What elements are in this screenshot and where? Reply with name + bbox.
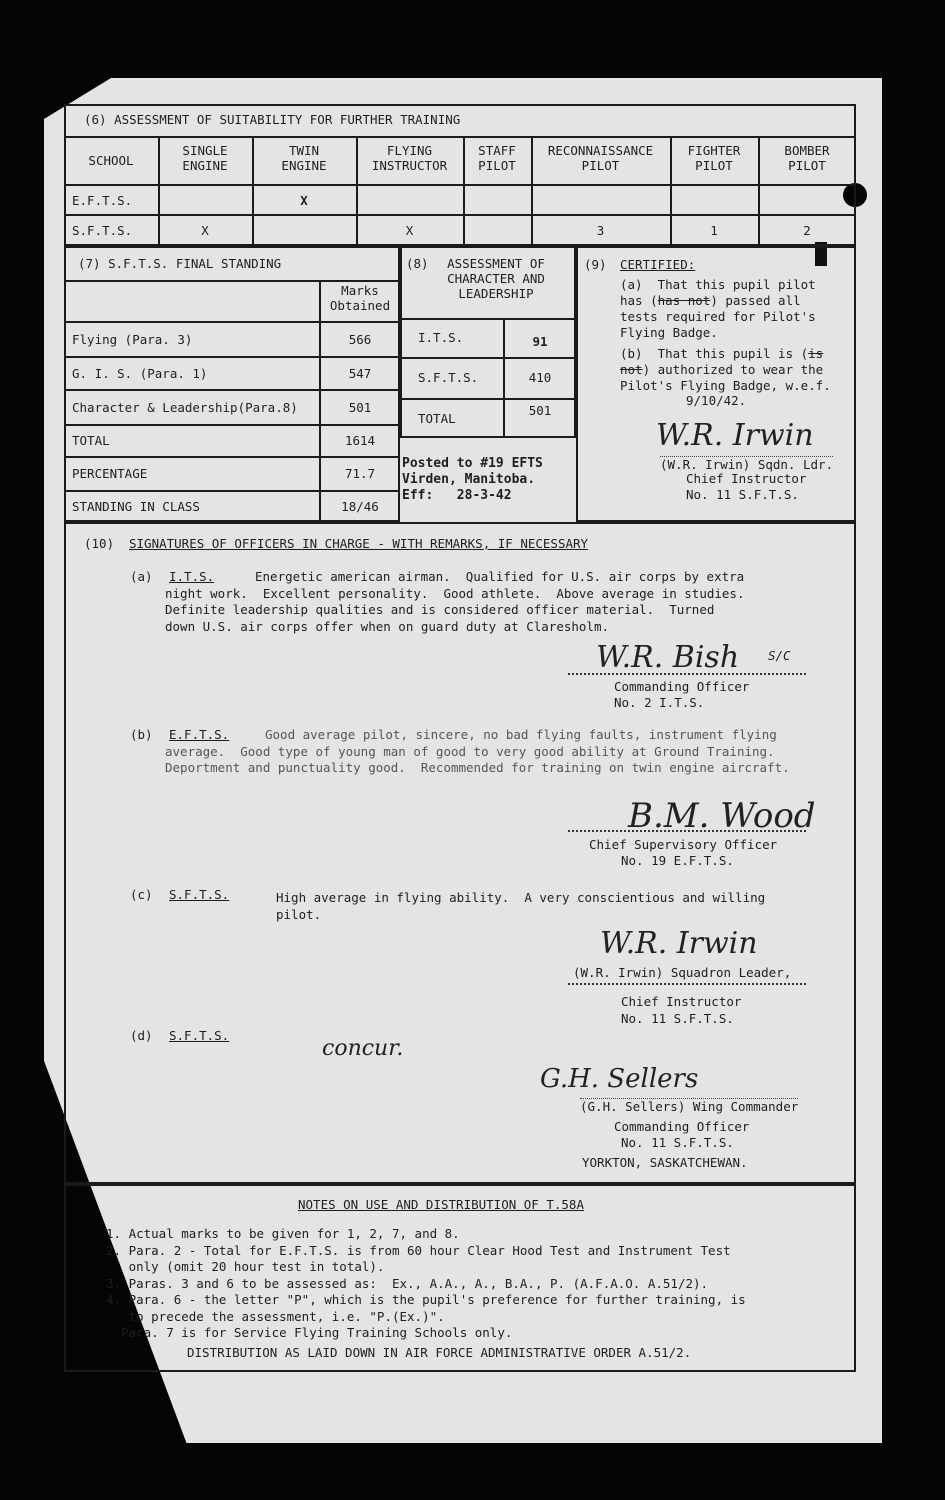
s7-label-4: PERCENTAGE xyxy=(72,466,148,481)
cert-b-strike2: not xyxy=(620,362,643,377)
cert-b-strike1: is xyxy=(808,346,824,361)
s7-divider xyxy=(64,490,400,492)
remark-d-text: concur. xyxy=(322,1036,404,1061)
s7-divider xyxy=(64,456,400,458)
s7-value-5: 18/46 xyxy=(341,499,379,514)
s6-cell-0-0: E.F.T.S. xyxy=(72,193,133,208)
s8-label-2: TOTAL xyxy=(418,411,456,426)
s6-header-5: RECONNAISSANCE PILOT xyxy=(547,143,654,173)
note-item: 4. Para. 6 - the letter "P", which is the pupil's preference for further training, is to precede the assessment, i.e. "P.(Ex.)". xyxy=(106,1292,746,1324)
s6-header-2: TWIN ENGINE xyxy=(281,143,327,173)
remark-d-school: S.F.T.S. xyxy=(169,1028,230,1043)
section-10-num: (10) xyxy=(84,536,115,551)
s6-header-1: SINGLE ENGINE xyxy=(182,143,228,173)
s7-label-3: TOTAL xyxy=(72,433,110,448)
s8-value-2: 501 xyxy=(528,403,552,418)
s6-header-3: FLYING INSTRUCTOR xyxy=(371,143,448,173)
note-item: 3. Paras. 3 and 6 to be assessed as: Ex., A.A., A., B.A., P. (A.F.A.O. A.51/2). xyxy=(106,1275,709,1291)
remark-a-text: Energetic american airman. Qualified for U.S. air corps by extra night work. Excellent personality. Good athlete. Above average in studies. Definite leadership qualities and is considered officer material. Turned down U.S. air corps offer when on guard duty at Claresholm. xyxy=(165,569,745,634)
remark-b-signature: B.M. Wood xyxy=(628,796,816,836)
remark-b-text: Good average pilot, sincere, no bad flying faults, instrument flying average. Good type of young man of good to very good ability at Ground Training. Deportment and punctuality good. Recommended for training on twin engine aircraft. xyxy=(165,727,790,775)
s6-cell-1-7: 2 xyxy=(803,223,811,238)
remark-d-place: YORKTON, SASKATCHEWAN. xyxy=(582,1155,748,1170)
cert-b-post: ) authorized to wear the Pilot's Flying Badge, w.e.f. xyxy=(620,362,831,393)
s8-value-0: 91 xyxy=(532,334,548,349)
s7-divider xyxy=(64,356,400,358)
remark-a-sig-suffix: S/C xyxy=(768,648,791,663)
section-6-title: (6) ASSESSMENT OF SUITABILITY FOR FURTHER TRAINING xyxy=(84,112,461,127)
s6-cell-1-1: X xyxy=(201,223,209,238)
s7-value-2: 501 xyxy=(348,400,372,415)
section-8-title: ASSESSMENT OF CHARACTER AND LEADERSHIP xyxy=(447,256,545,301)
remark-c-role: Chief Instructor xyxy=(621,994,742,1009)
s7-value-3: 1614 xyxy=(344,433,376,448)
remark-a-signature: W.R. Bish xyxy=(596,640,740,675)
section-9-num: (9) xyxy=(584,257,607,272)
s6-header-0: SCHOOL xyxy=(88,153,134,168)
s7-divider xyxy=(64,389,400,391)
remark-c-tag: (c) xyxy=(130,887,153,902)
cert-a xyxy=(620,277,816,341)
remark-a-role: Commanding Officer xyxy=(614,679,750,694)
s7-divider xyxy=(64,424,400,426)
remark-d-role: Commanding Officer xyxy=(614,1119,750,1134)
remark-a-tag: (a) xyxy=(130,569,153,584)
s7-divider xyxy=(64,321,400,323)
s7-value-4: 71.7 xyxy=(344,466,376,481)
cert-role: Chief Instructor xyxy=(686,471,807,486)
s6-cell-1-5: 3 xyxy=(596,223,605,238)
s7-value-1: 547 xyxy=(348,366,372,381)
note-item: . Para. 7 is for Service Flying Training Schools only. xyxy=(106,1325,513,1340)
remark-c-school: S.F.T.S. xyxy=(169,887,230,902)
cert-b-pre: (b) That this pupil is ( xyxy=(620,346,809,361)
remark-d-tag: (d) xyxy=(130,1028,153,1043)
remark-b-tag: (b) xyxy=(130,727,153,742)
s8-label-0: I.T.S. xyxy=(418,330,464,345)
remark-c-name: (W.R. Irwin) Squadron Leader, xyxy=(573,965,792,980)
s6-cell-0-2: X xyxy=(300,193,308,208)
s6-header-7: BOMBER PILOT xyxy=(784,143,830,173)
remark-c-text: High average in flying ability. A very conscientious and willing pilot. xyxy=(276,890,766,922)
s7-label-0: Flying (Para. 3) xyxy=(72,332,193,347)
cert-a-pre: (a) That this pupil pilot has ( xyxy=(620,277,816,308)
s6-cell-1-0: S.F.T.S. xyxy=(72,223,133,238)
marks-header: Marks Obtained xyxy=(329,283,391,313)
remark-d-unit: No. 11 S.F.T.S. xyxy=(621,1135,734,1150)
remark-b-unit: No. 19 E.F.T.S. xyxy=(621,853,734,868)
remark-a-unit: No. 2 I.T.S. xyxy=(614,695,705,710)
posted-stamp: Posted to #19 EFTS Virden, Manitoba. Eff: 28-3-42 xyxy=(402,456,543,503)
s6-cell-1-3: X xyxy=(405,223,414,238)
cert-unit: No. 11 S.F.T.S. xyxy=(686,487,799,502)
s7-label-5: STANDING IN CLASS xyxy=(72,499,200,514)
s8-value-1: 410 xyxy=(528,370,552,385)
cert-a-strike: has not xyxy=(657,293,711,308)
notes-distribution: DISTRIBUTION AS LAID DOWN IN AIR FORCE ADMINISTRATIVE ORDER A.51/2. xyxy=(187,1345,692,1360)
s6-header-4: STAFF PILOT xyxy=(478,143,516,173)
cert-b xyxy=(620,346,831,394)
s7-value-0: 566 xyxy=(348,332,372,347)
note-item: 2. Para. 2 - Total for E.F.T.S. is from 60 hour Clear Hood Test and Instrument Test only (omit 20 hour test in total). xyxy=(106,1242,731,1274)
remark-d-name: (G.H. Sellers) Wing Commander xyxy=(580,1099,799,1114)
section-10-title: SIGNATURES OF OFFICERS IN CHARGE - WITH REMARKS, IF NECESSARY xyxy=(129,536,589,551)
note-item: 1. Actual marks to be given for 1, 2, 7, and 8. xyxy=(106,1226,460,1241)
cert-date: 9/10/42. xyxy=(686,393,747,408)
remark-d-signature: G.H. Sellers xyxy=(540,1064,699,1094)
s6-cell-1-6: 1 xyxy=(710,223,718,238)
section-7-title: (7) S.F.T.S. FINAL STANDING xyxy=(78,256,282,271)
s7-label-1: G. I. S. (Para. 1) xyxy=(72,366,208,381)
cert-signature: W.R. Irwin xyxy=(656,418,814,453)
remark-a-school: I.T.S. xyxy=(169,569,215,584)
s6-header-6: FIGHTER PILOT xyxy=(687,143,741,173)
cert-name: (W.R. Irwin) Sqdn. Ldr. xyxy=(660,457,834,472)
remark-b-role: Chief Supervisory Officer xyxy=(589,837,778,852)
s7-label-2: Character & Leadership(Para.8) xyxy=(72,400,298,415)
notes-title: NOTES ON USE AND DISTRIBUTION OF T.58A xyxy=(298,1197,584,1212)
certified-label: CERTIFIED: xyxy=(620,257,696,272)
remark-c-unit: No. 11 S.F.T.S. xyxy=(621,1011,734,1026)
section-8-num: (8) xyxy=(406,256,429,271)
cert-a-post: ) passed all tests required for Pilot's Flying Badge. xyxy=(620,293,816,340)
remark-c-signature: W.R. Irwin xyxy=(600,926,758,961)
s8-label-1: S.F.T.S. xyxy=(418,370,479,385)
remark-b-school: E.F.T.S. xyxy=(169,727,230,742)
